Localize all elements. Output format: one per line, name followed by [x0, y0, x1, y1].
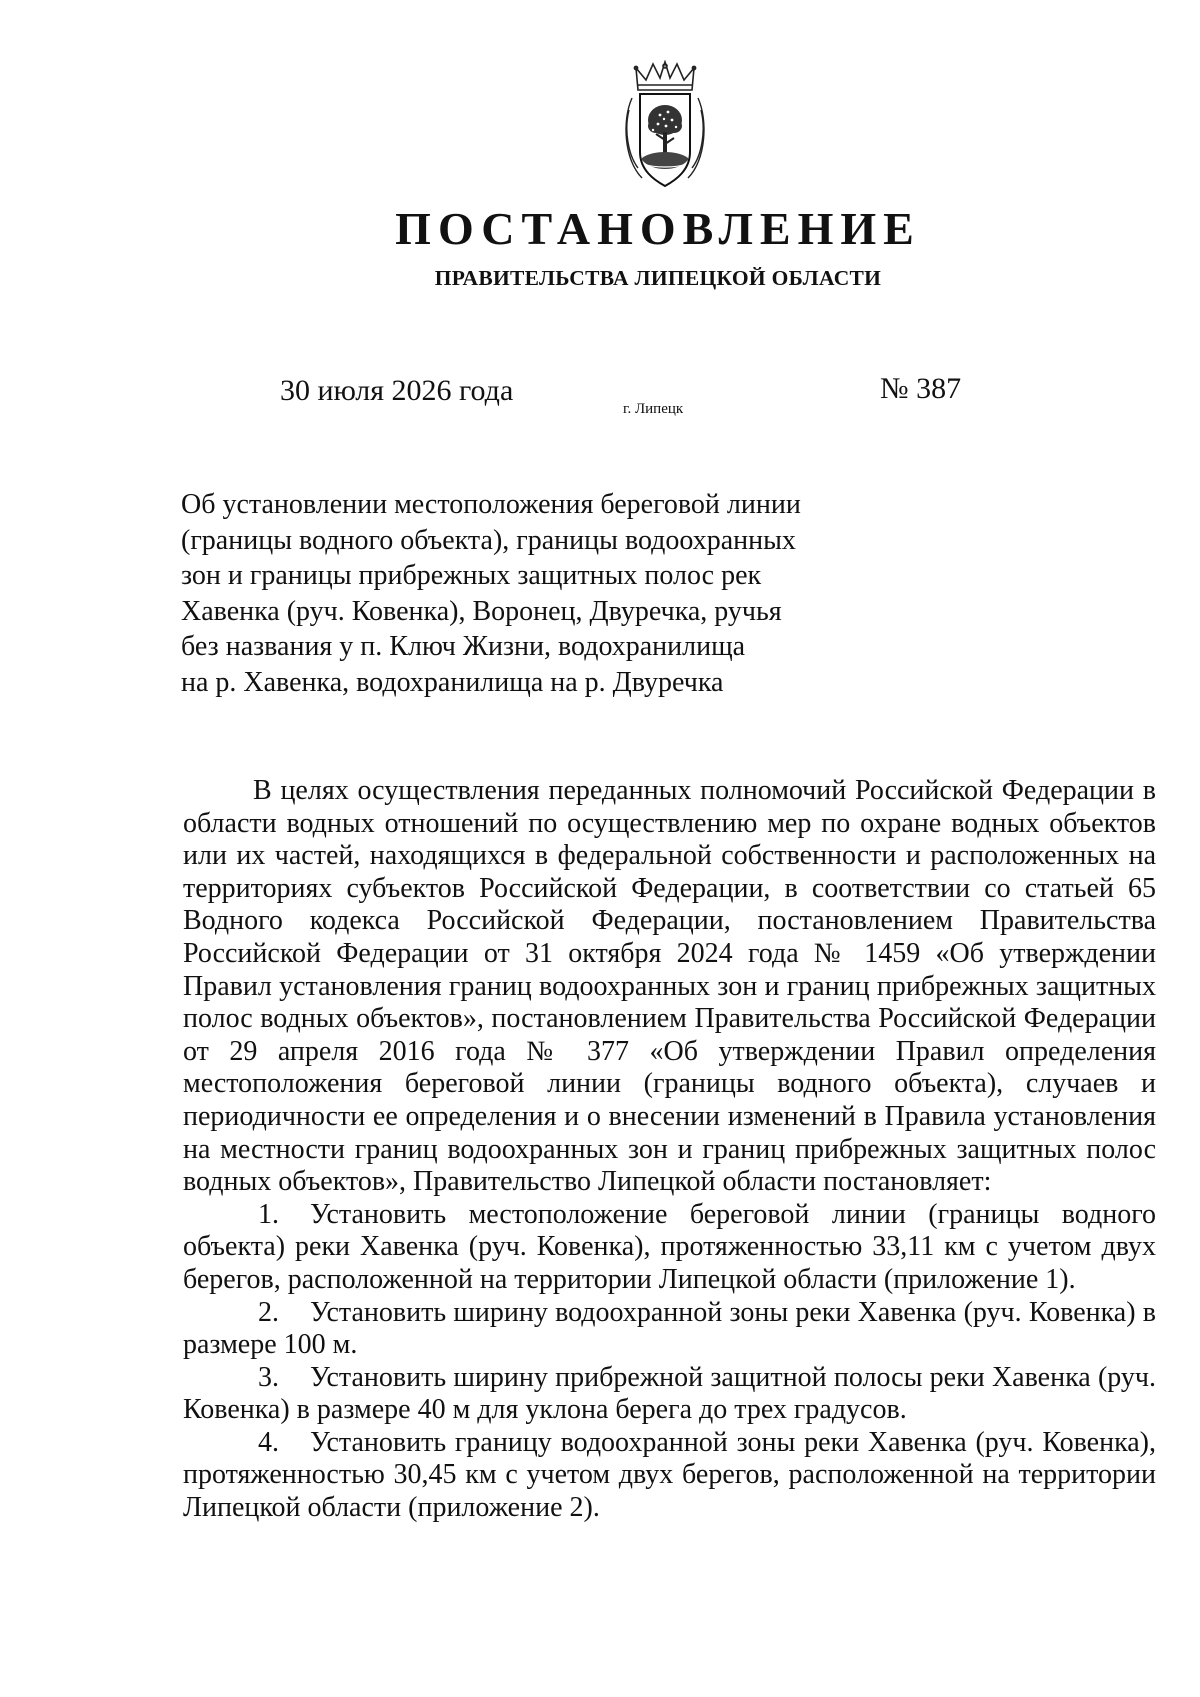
- list-item: [183, 1362, 1156, 1427]
- list-item: [183, 1297, 1156, 1362]
- item-number: 2.: [258, 1296, 279, 1328]
- item-number: 3.: [258, 1361, 279, 1393]
- title-line: Хавенка (руч. Ковенка), Воронец, Двуречка, ручья: [181, 595, 782, 627]
- item-text: Установить местоположение береговой линии (границы водного объекта) реки Хавенка (руч. Ковенка), протяженностью 33,11 км с учетом двух берегов, расположенной на территории Липецкой области (приложение 1).: [183, 1198, 1156, 1295]
- list-item: [183, 1199, 1156, 1297]
- item-text: Установить ширину водоохранной зоны реки Хавенка (руч. Ковенка) в размере 100 м.: [183, 1296, 1156, 1361]
- coat-of-arms-emblem: [620, 60, 710, 192]
- title-line: зон и границы прибрежных защитных полос рек: [181, 560, 762, 591]
- item-number: 4.: [258, 1426, 279, 1458]
- list-item: [183, 1427, 1156, 1525]
- title-line: без названия у п. Ключ Жизни, водохранилища: [181, 631, 746, 662]
- title-line: (границы водного объекта), границы водоохранных: [181, 524, 796, 556]
- item-text: Установить границу водоохранной зоны реки Хавенка (руч. Ковенка), протяженностью 30,45 км с учетом двух берегов, расположенной на территории Липецкой области (приложение 2).: [183, 1426, 1156, 1524]
- document-title: [181, 487, 841, 700]
- preamble-paragraph: В целях осуществления переданных полномочий Российской Федерации в области водных отношений по осуществлению мер по охране водных объектов или их частей, находящихся в федеральной собственности и расположенных на территориях субъектов Российской Федерации, в соответствии со статьей 65 Водного кодекса Российской Федерации, постановлением Правительства Российской Федерации от 31 октября 2024 года № 1459 «Об утверждении Правил установления границ водоохранных зон и границ прибрежных защитных полос водных объектов», постановлением Правительства Российской Федерации от 29 апреля 2016 года № 377 «Об утверждении Правил определения местоположения береговой линии (границы водного объекта), случаев и периодичности ее определения и о внесении изменений в Правила установления на местности границ водоохранных зон и границ прибрежных защитных полос водных объектов», Правительство Липецкой области постановляет:: [183, 775, 1156, 1198]
- item-number: 1.: [258, 1198, 279, 1230]
- title-line: Об установлении местоположения береговой линии: [181, 489, 801, 520]
- document-city: г. Липецк: [623, 401, 684, 417]
- issuer-heading: ПРАВИТЕЛЬСТВА ЛИПЕЦКОЙ ОБЛАСТИ: [434, 266, 882, 290]
- title-line: на р. Хавенка, водохранилища на р. Двуречка: [181, 666, 724, 698]
- item-text: Установить ширину прибрежной защитной полосы реки Хавенка (руч. Ковенка) в размере 40 м для уклона берега до трех градусов.: [183, 1361, 1156, 1426]
- document-type-heading: ПОСТАНОВЛЕНИЕ: [395, 203, 921, 254]
- document-body: [183, 775, 1156, 1525]
- document-date: 30 июля 2026 года: [280, 374, 514, 407]
- document-number: № 387: [880, 372, 962, 405]
